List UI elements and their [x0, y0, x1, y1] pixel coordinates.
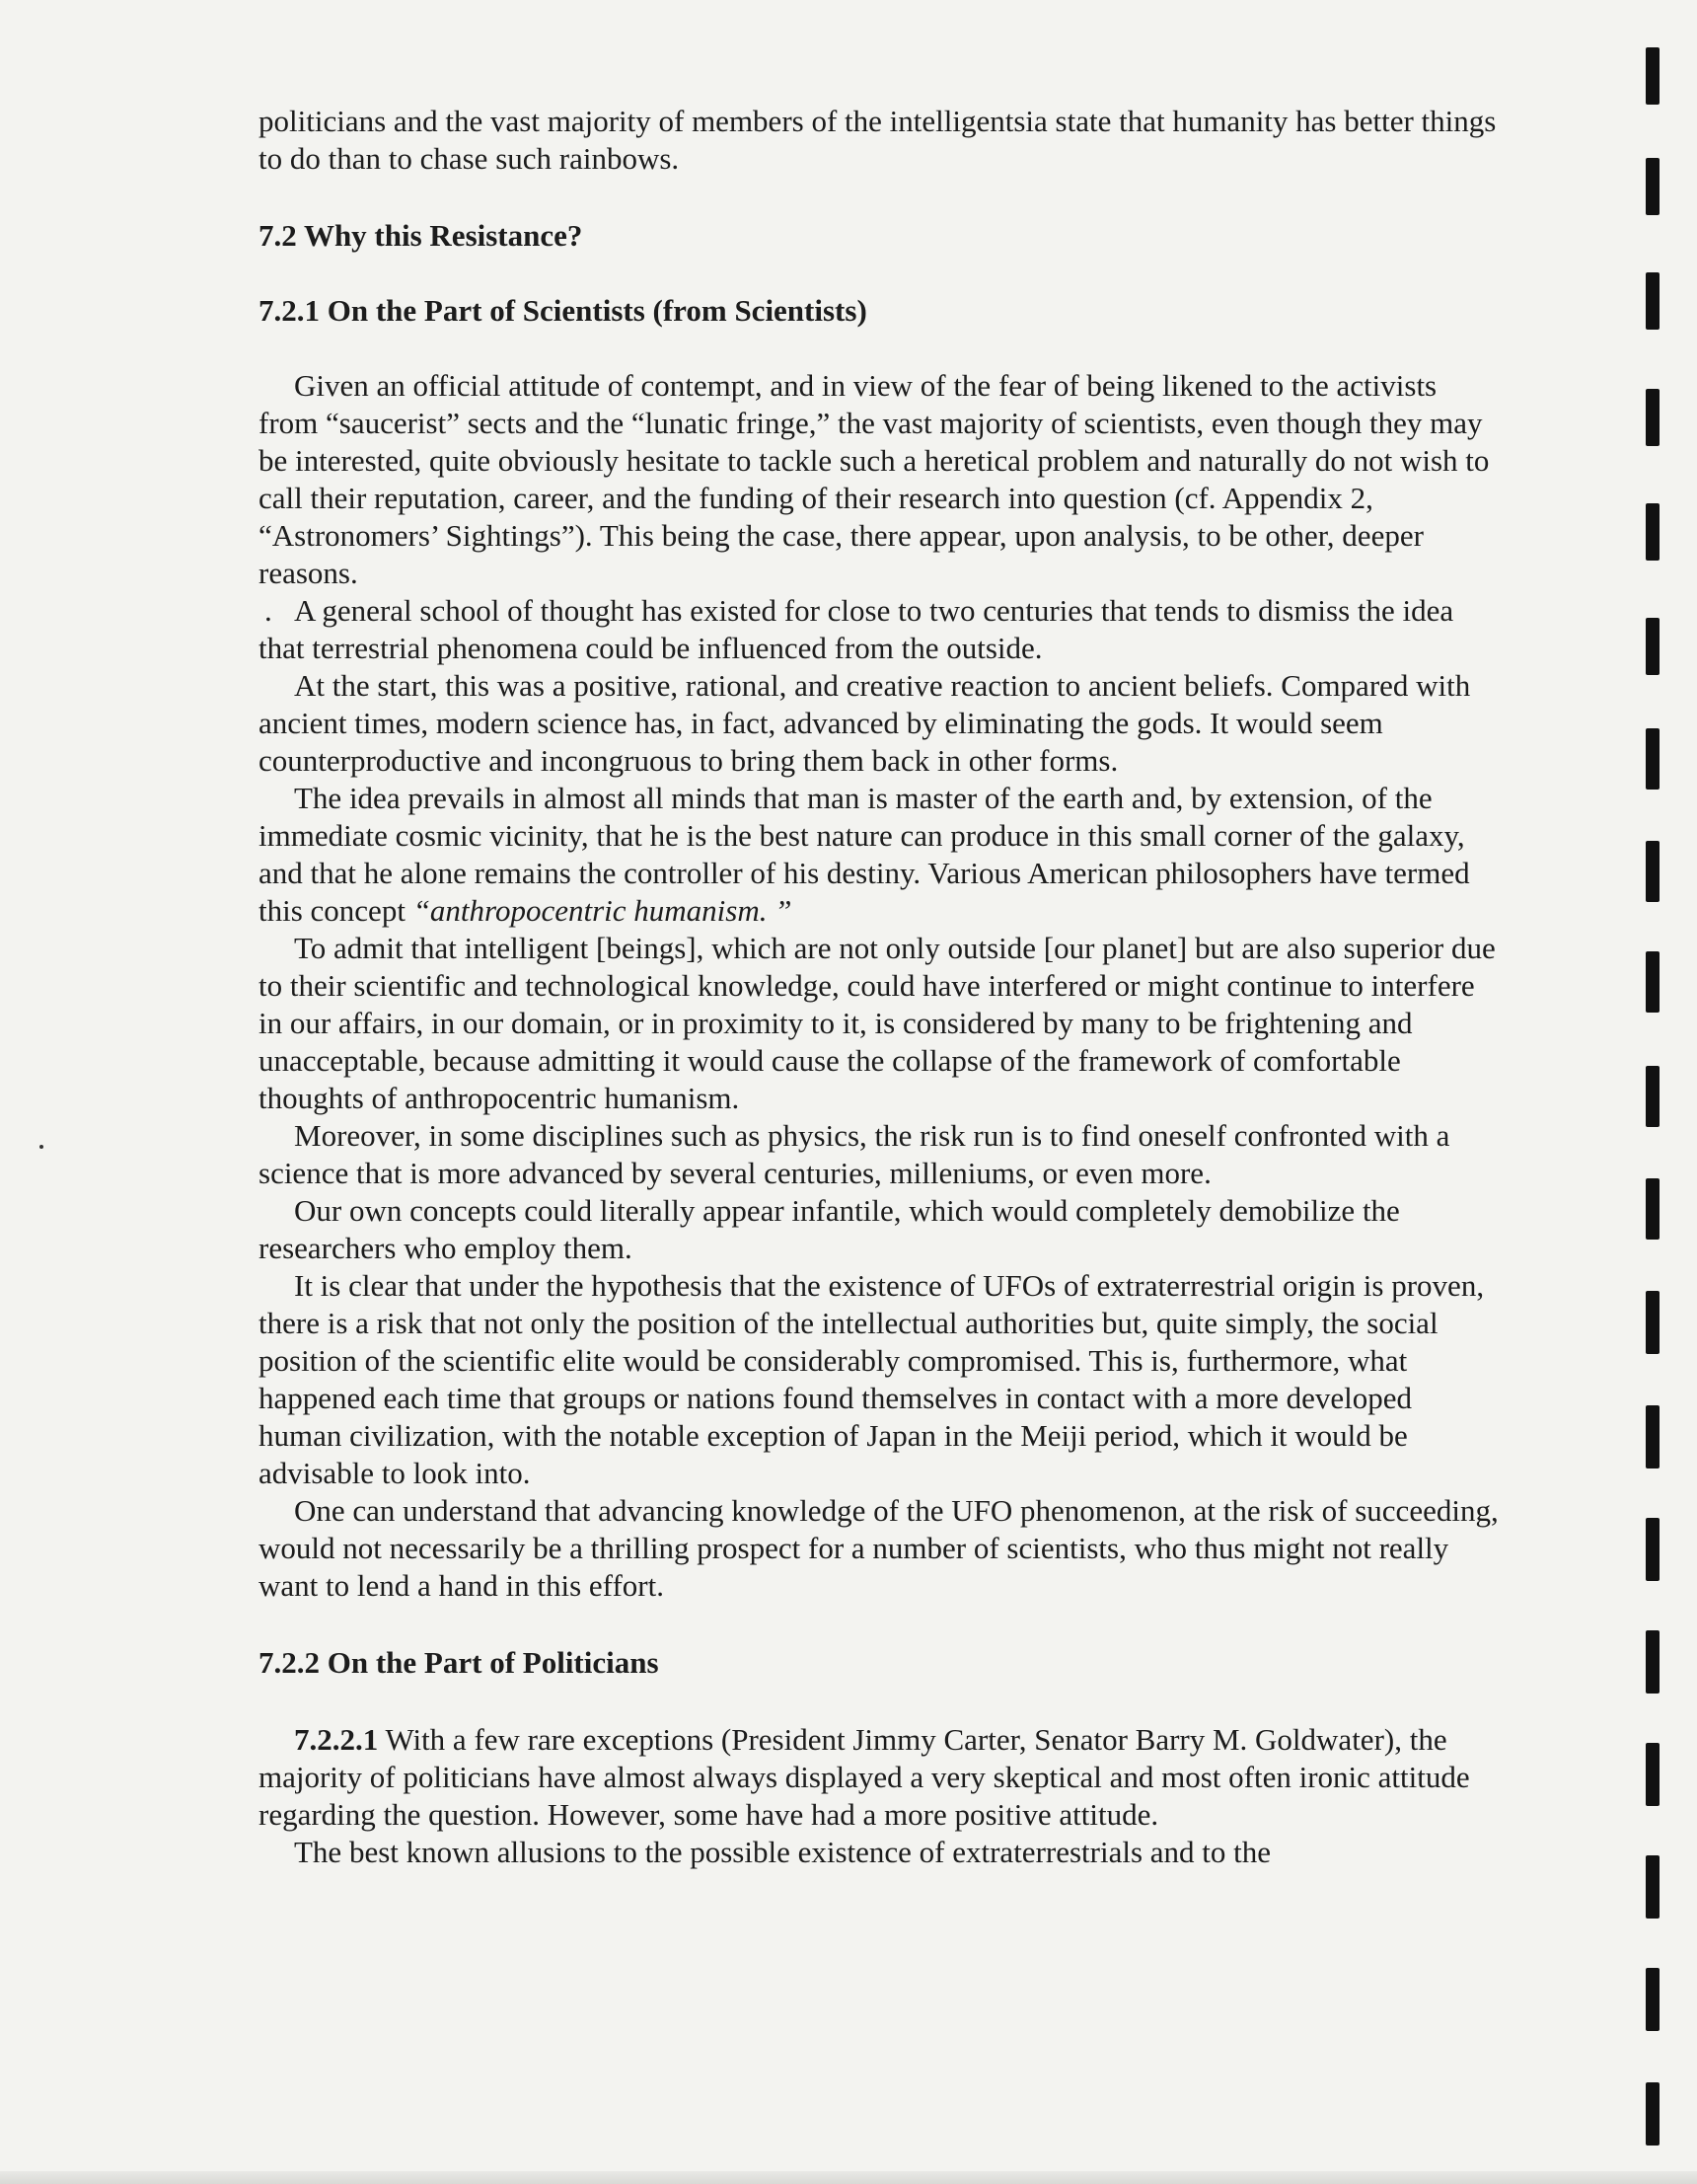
binding-hole [1646, 1968, 1660, 2031]
paragraph-scientists-7: Our own concepts could literally appear infantile, which would completely demobilize the researchers who employ them. [258, 1193, 1400, 1265]
paragraph-scientists-4 [258, 780, 1502, 930]
paragraph-scientists-9: One can understand that advancing knowledge of the UFO phenomenon, at the risk of succeeding, would not necessarily be a thrilling prospect for a number of scientists, who thus might not really want to lend a hand in this effort. [258, 1493, 1499, 1603]
binding-hole [1646, 1855, 1660, 1919]
paragraph-scientists-8: It is clear that under the hypothesis that the existence of UFOs of extraterrestrial origin is proven, there is a risk that not only the position of the intellectual authorities but, quite simply, the social position of the scientific elite would be considerably compromised. This is, furthermore, what happened each time that groups or nations found themselves in contact with a more developed human civilization, with the notable exception of Japan in the Meiji period, which it would be advisable to look into. [258, 1268, 1485, 1490]
intro-paragraph: politicians and the vast majority of members of the intelligentsia state that humanity has better things to do than to chase such rainbows. [258, 104, 1497, 176]
paragraph-scientists-3: At the start, this was a positive, rational, and creative reaction to ancient beliefs. Compared with ancient times, modern science has, in fact, advanced by eliminating the gods. It would seem counterproductive and incongruous to bring them back in other forms. [258, 668, 1471, 778]
binding-hole [1646, 2082, 1660, 2146]
binding-hole [1646, 389, 1660, 446]
subsection-number: 7.2.2.1 [294, 1722, 379, 1757]
paragraph-scientists-1: Given an official attitude of contempt, and in view of the fear of being likened to the activists from “saucerist” sects and the “lunatic fringe,” the vast majority of scientists, even though they may be interested, quite obviously hesitate to tackle such a heretical problem and naturally do not wish to call their reputation, career, and the funding of their research into question (cf. Appendix 2, “Astronomers’ Sightings”). This being the case, there appear, upon analysis, to be other, deeper reasons. [258, 368, 1490, 590]
binding-hole [1646, 728, 1660, 790]
paragraph-politicians-2: The best known allusions to the possible existence of extraterrestrials and to the [294, 1835, 1272, 1869]
document-body [258, 103, 1502, 1871]
binding-hole [1646, 1405, 1660, 1469]
paragraph-scientists-6: Moreover, in some disciplines such as physics, the risk run is to find oneself confronted with a science that is more advanced by several centuries, milleniums, or even more. [258, 1118, 1450, 1190]
page-bottom-edge [0, 2171, 1697, 2184]
binding-hole [1646, 1518, 1660, 1581]
section-heading-7-2-1: 7.2.1 On the Part of Scientists (from Scientists) [258, 293, 867, 328]
binding-hole [1646, 47, 1660, 105]
binding-hole [1646, 1630, 1660, 1694]
binding-hole [1646, 618, 1660, 675]
italic-term-anthropocentric-humanism: “anthropocentric humanism. ” [412, 893, 792, 928]
section-heading-7-2-2: 7.2.2 On the Part of Politicians [258, 1645, 659, 1680]
binding-hole [1646, 1066, 1660, 1127]
binding-hole [1646, 1291, 1660, 1354]
stray-bullet-mark: . [264, 593, 272, 628]
binding-hole [1646, 1743, 1660, 1806]
paragraph-politicians-1 [258, 1721, 1502, 1834]
binding-hole [1646, 503, 1660, 561]
binding-hole [1646, 841, 1660, 902]
section-heading-7-2: 7.2 Why this Resistance? [258, 218, 583, 253]
binding-hole [1646, 272, 1660, 330]
scan-speck [39, 1145, 43, 1149]
paragraph-scientists-4-text: The idea prevails in almost all minds that man is master of the earth and, by extension, of the immediate cosmic vicinity, that he is the best nature can produce in this small corner of the galaxy, and that he alone remains the controller of his destiny. Various American philosophers have termed this concept [258, 781, 1470, 928]
spiral-binding-marks [1646, 0, 1675, 2184]
binding-hole [1646, 1178, 1660, 1240]
paragraph-scientists-5: To admit that intelligent [beings], which are not only outside [our planet] but are also superior due to their scientific and technological knowledge, could have interfered or might continue to interfere in our affairs, in our domain, or in proximity to it, is considered by many to be frightening and unacceptable, because admitting it would cause the collapse of the framework of comfortable thoughts of anthropocentric humanism. [258, 931, 1496, 1115]
binding-hole [1646, 951, 1660, 1013]
binding-hole [1646, 158, 1660, 215]
paragraph-politicians-1-text: With a few rare exceptions (President Jimmy Carter, Senator Barry M. Goldwater), the majority of politicians have almost always displayed a very skeptical and most often ironic attitude regarding the question. However, some have had a more positive attitude. [258, 1722, 1470, 1832]
paragraph-scientists-2 [258, 592, 1502, 667]
paragraph-scientists-2-text: A general school of thought has existed for close to two centuries that tends to dismiss the idea that terrestrial phenomena could be influenced from the outside. [258, 593, 1454, 665]
